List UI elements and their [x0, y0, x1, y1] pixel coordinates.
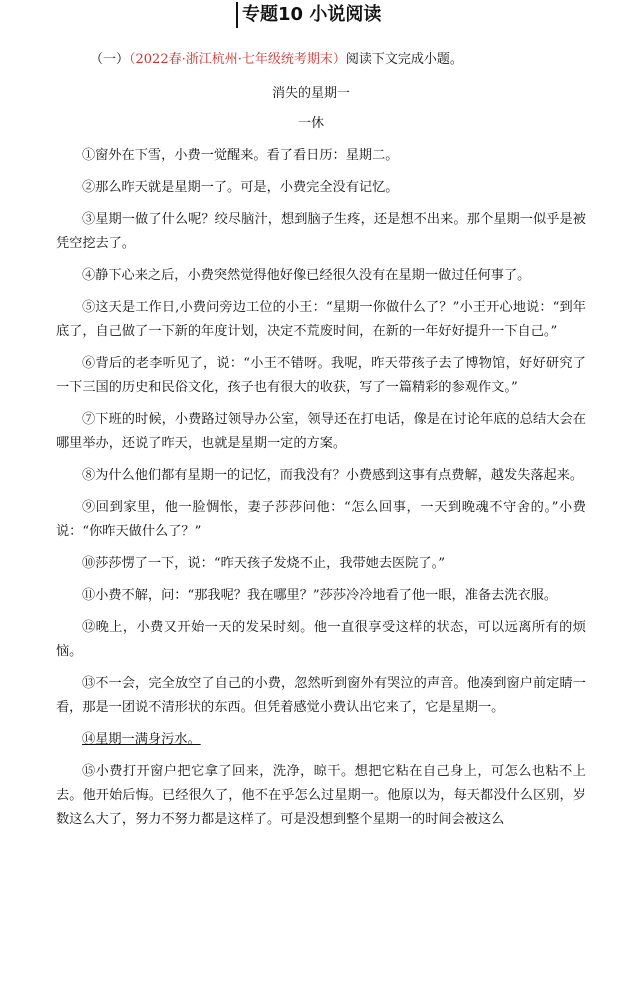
paragraph-8: ⑧为什么他们都有星期一的记忆，而我没有？小费感到这事有点费解，越发失落起来。 [82, 468, 584, 483]
question-number: （一） [90, 52, 130, 67]
paragraph-12: ⑫晚上，小费又开始一天的发呆时刻。他一直很享受这样的状态，可以远离所有的烦恼。 [56, 620, 586, 659]
paragraph-14 [56, 728, 586, 752]
paragraph-5: ⑤这天是工作日,小费问旁边工位的小王：“星期一你做什么了？”小王开心地说：“到年底了，自己做了一下新的年度计划，决定不荒废时间，在新的一年好好提升一下自己。” [56, 300, 586, 339]
story-author: 一休 [297, 116, 324, 131]
underlined-sentence: ⑭星期一满身污水。 [82, 732, 201, 747]
paragraph-10: ⑩莎莎愣了一下，说：“昨天孩子发烧不止，我带她去医院了。” [82, 556, 445, 571]
question-instruction: 阅读下文完成小题。 [345, 52, 463, 67]
page-header [0, 0, 622, 30]
question-source-line [90, 50, 463, 70]
paragraph-3: ③星期一做了什么呢？绞尽脑汁，想到脑子生疼，还是想不出来。那个星期一似乎是被凭空挖去了。 [56, 212, 586, 251]
story-title: 消失的星期一 [271, 86, 350, 101]
paragraph-9: ⑨回到家里，他一脸惆怅，妻子莎莎问他：“怎么回事，一天到晚魂不守舍的。”小费说：“你昨天做什么了？” [56, 500, 586, 539]
paragraph-6: ⑥背后的老李听见了，说：“小王不错呀。我呢，昨天带孩子去了博物馆，好好研究了一下三国的历史和民俗文化，孩子也有很大的收获，写了一篇精彩的参观作文。” [56, 356, 586, 395]
header-divider-bar [236, 2, 238, 28]
paragraph-2: ②那么昨天就是星期一了。可是，小费完全没有记忆。 [82, 180, 399, 195]
paragraph-7: ⑦下班的时候，小费路过领导办公室，领导还在打电话，像是在讨论年底的总结大会在哪里举办，还说了昨天，也就是星期一定的方案。 [56, 412, 586, 451]
paragraph-1: ①窗外在下雪，小费一觉醒来。看了看日历：星期二。 [82, 148, 399, 163]
paragraph-4: ④静下心来之后，小费突然觉得他好像已经很久没有在星期一做过任何事了。 [82, 268, 531, 283]
paragraph-13: ⑬不一会，完全放空了自己的小费，忽然听到窗外有哭泣的声音。他凑到窗户前定睛一看，那是一团说不清形状的东西。但凭着感觉小费认出它来了，它是星期一。 [56, 676, 586, 715]
paragraph-11: ⑪小费不解，问：“那我呢？我在哪里？”莎莎冷冷地看了他一眼，准备去洗衣服。 [82, 588, 558, 603]
paragraph-15: ⑮小费打开窗户把它拿了回来，洗净，晾干。想把它粘在自己身上，可怎么也粘不上去。他开始后悔。已经很久了，他不在乎怎么过星期一。他原以为，每天都没什么区别，岁数这么大了，努力不努力都是这样了。可是没想到整个星期一的时间会被这么 [56, 764, 586, 827]
story-body [56, 144, 586, 840]
page-title: 专题10 小说阅读 [242, 4, 382, 25]
exam-citation: （2022春·浙江杭州·七年级统考期末） [129, 52, 346, 67]
